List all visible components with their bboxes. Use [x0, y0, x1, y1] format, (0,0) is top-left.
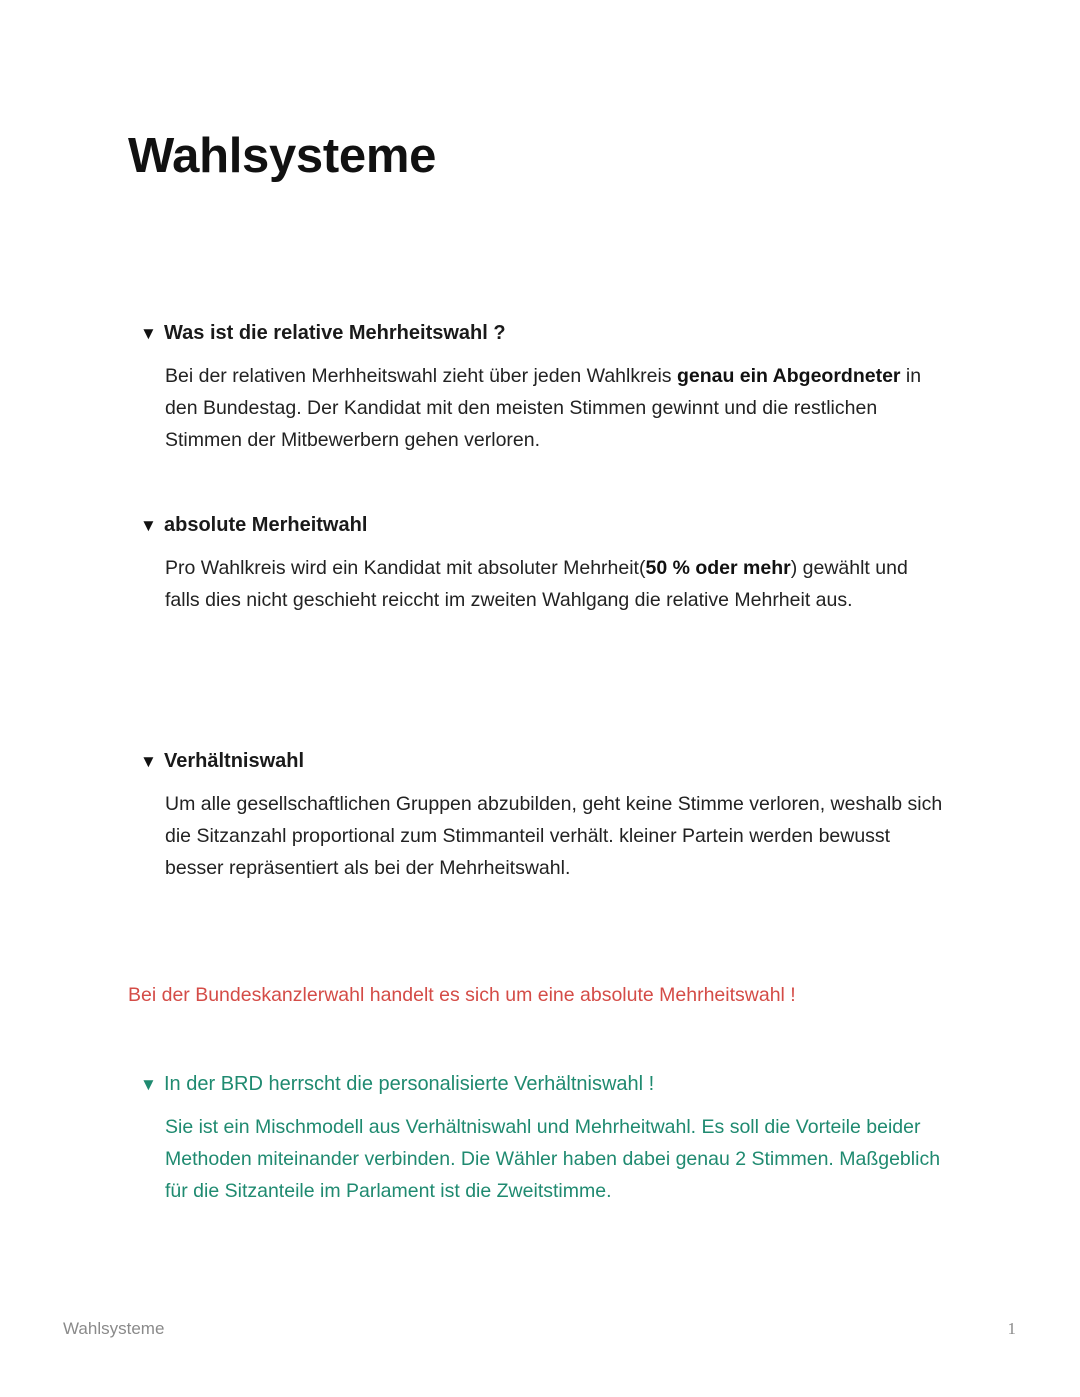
bold-text: genau ein Abgeordneter — [676, 365, 901, 387]
toggle-content — [165, 552, 945, 616]
toggle-absolute-mehrheitswahl — [140, 512, 940, 616]
toggle-header[interactable] — [140, 748, 940, 774]
bold-text: 50 % oder mehr — [645, 557, 791, 579]
text-span: Um alle gesellschaftlichen Gruppen abzubilden, geht keine Stimme verloren, weshalb sich die Sitzanzahl proportional zum Stimmanteil verhält. kleiner Partein werden bewusst besser repräsentiert als bei der Mehrheitswahl. — [165, 793, 943, 879]
toggle-verhaeltniswahl — [140, 748, 943, 884]
page-title: Wahlsysteme — [128, 129, 437, 183]
toggle-content: Sie ist ein Mischmodell aus Verhältniswahl und Mehrheitwahl. Es soll die Vorteile beider Methoden miteinander verbinden. Die Wähler haben dabei genau 2 Stimmen. Maßgeblich für die Sitzanteile im Parlament ist die Zweitstimme. — [165, 1116, 941, 1202]
toggle-title: Verhältniswahl — [164, 749, 305, 772]
text-span: Pro Wahlkreis wird ein Kandidat mit absoluter Mehrheit( — [165, 557, 646, 579]
text-span: Bei der relativen Merhheitswahl zieht über jeden Wahlkreis — [165, 365, 677, 387]
toggle-title: In der BRD herrscht die personalisierte Verhältniswahl ! — [164, 1072, 655, 1095]
triangle-down-icon[interactable]: ▼ — [140, 515, 157, 535]
triangle-down-icon[interactable]: ▼ — [140, 751, 157, 771]
text-span: ) gewählt und falls dies nicht geschieht reiccht im zweiten Wahlgang die relative Mehrheit aus. — [165, 557, 908, 611]
triangle-down-icon[interactable]: ▼ — [140, 323, 157, 343]
footer-page-number: 1 — [1007, 1319, 1016, 1338]
toggle-header[interactable] — [140, 512, 940, 538]
toggle-content — [165, 788, 945, 884]
toggle-content — [165, 360, 945, 456]
toggle-title: Was ist die relative Mehrheitswahl ? — [164, 321, 506, 344]
toggle-header[interactable] — [140, 1071, 940, 1097]
callout-bundeskanzlerwahl: Bei der Bundeskanzlerwahl handelt es sich um eine absolute Mehrheitswahl ! — [128, 984, 796, 1006]
footer-document-title: Wahlsysteme — [63, 1319, 165, 1338]
text-span: in den Bundestag. Der Kandidat mit den meisten Stimmen gewinnt und die restlichen Stimmen der Mitbewerbern gehen verloren. — [165, 365, 922, 451]
toggle-header[interactable] — [140, 320, 940, 346]
toggle-relative-mehrheitswahl — [140, 320, 940, 456]
triangle-down-icon[interactable]: ▼ — [140, 1074, 157, 1094]
toggle-title: absolute Merheitwahl — [164, 513, 368, 536]
toggle-personalisierte-verhaeltniswahl — [140, 1071, 940, 1207]
